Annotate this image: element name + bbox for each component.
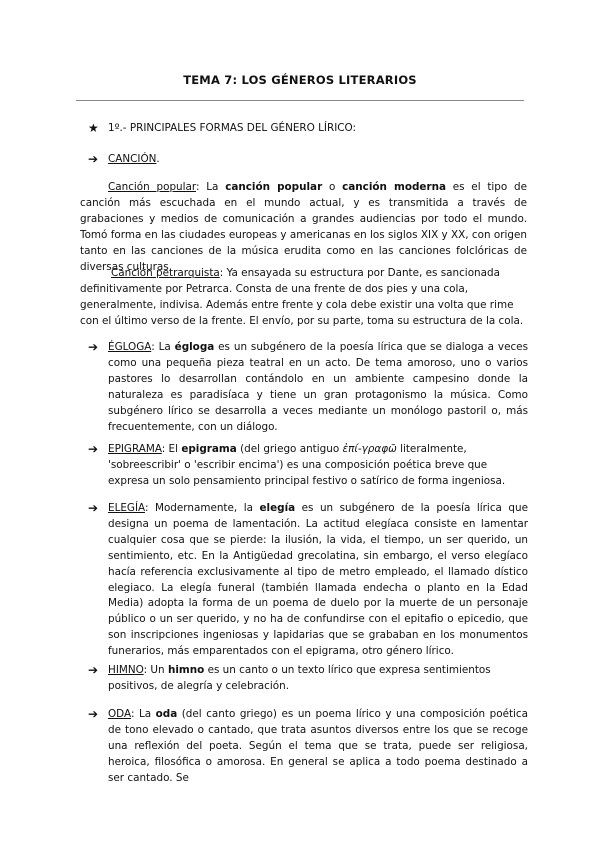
oda-paragraph: ODA: La oda (del canto griego) es un poema lírico y una composición poética de tono elevado o cantado, que trata asuntos diversos entre los que se recoge una reflexión del poeta. Según el tema que se trata, puede ser religiosa, heroica, filosófica o amorosa. En general se aplica a todo poema destinado a ser cantado. Se [108,708,529,784]
himno-paragraph: HIMNO: Un himno es un canto o un texto lírico que expresa sentimientos positivos, de alegría y celebración. [108,664,491,692]
cancion-popular-paragraph: Canción popular: La canción popular o canción moderna es el tipo de canción más escuchada en el mundo actual, y es transmitida a través de grabaciones y medios de comunicación a grandes audiencias por todo el mundo. Tomó forma en las ciudades europeas y americanas en los siglos XIX y XX, con origen tanto en las canciones de la música erudita como en las canciones folclóricas de diversas culturas [80,181,528,273]
page-title: TEMA 7: LOS GÉNEROS LITERARIOS [183,73,417,87]
arrow-bullet-icon: ➔ [88,663,99,677]
elegia-paragraph: ELEGÍA: Modernamente, la elegía es un subgénero de la poesía lírica que designa un poema de lamentación. La actitud elegíaca consiste en lamentar cualquier cosa que se pierde: la ilusión, la vida, el tiempo, un ser querido, un sentimiento, etc. En la Antigüedad grecolatina, sin embargo, el verso elegíaco hacía referencia exclusivamente al tipo de metro empleado, el llamado dístico elegiaco. La elegía funeral (también llamada endecha o planto en la Edad Media) adopta la forma de un poema de duelo por la muerte de un personaje público o un ser querido, y no ha de confundirse con el epitafio o epicedio, que son inscripciones ingeniosas y lapidarias que se grababan en los monumentos funerarios, más emparentados con el epigrama, otro género lírico. [108,502,528,658]
star-bullet-icon: ★ [88,121,99,135]
arrow-bullet-icon: ➔ [88,340,99,354]
arrow-bullet-icon: ➔ [88,152,99,166]
arrow-bullet-icon: ➔ [88,501,99,515]
arrow-bullet-icon: ➔ [88,442,99,456]
title-divider [76,100,524,101]
cancion-heading: CANCIÓN. [108,153,160,165]
cancion-petrarquista-paragraph: Canción petrarquista: Ya ensayada su estructura por Dante, es sancionada definitivamente por Petrarca. Consta de una frente de dos pies y una cola, generalmente, indivisa. Además entre frente y cola debe existir una volta que rime con el último verso de la frente. El envío, por su parte, toma su estructura de la cola. [80,267,524,327]
arrow-bullet-icon: ➔ [88,707,99,721]
egloga-paragraph: ÉGLOGA: La égloga es un subgénero de la poesía lírica que se dialoga a veces como una pequeña pieza teatral en un acto. De tema amoroso, uno o varios pastores lo desarrollan contándolo en un ambiente campesino donde la naturaleza es paradisíaca y tiene un gran protagonismo la música. Como subgénero lírico se desarrolla a veces mediante un monólogo pastoril o, más frecuentemente, con un diálogo. [108,341,528,433]
epigrama-paragraph: EPIGRAMA: El epigrama (del griego antiguo ἐπί-γραφῶ literalmente, 'sobreescribir' o 'escribir encima') es una composición poética breve que expresa un solo pensamiento principal festivo o satírico de forma ingeniosa. [108,443,506,487]
section-heading: 1º.- PRINCIPALES FORMAS DEL GÉNERO LÍRICO: [108,122,357,134]
